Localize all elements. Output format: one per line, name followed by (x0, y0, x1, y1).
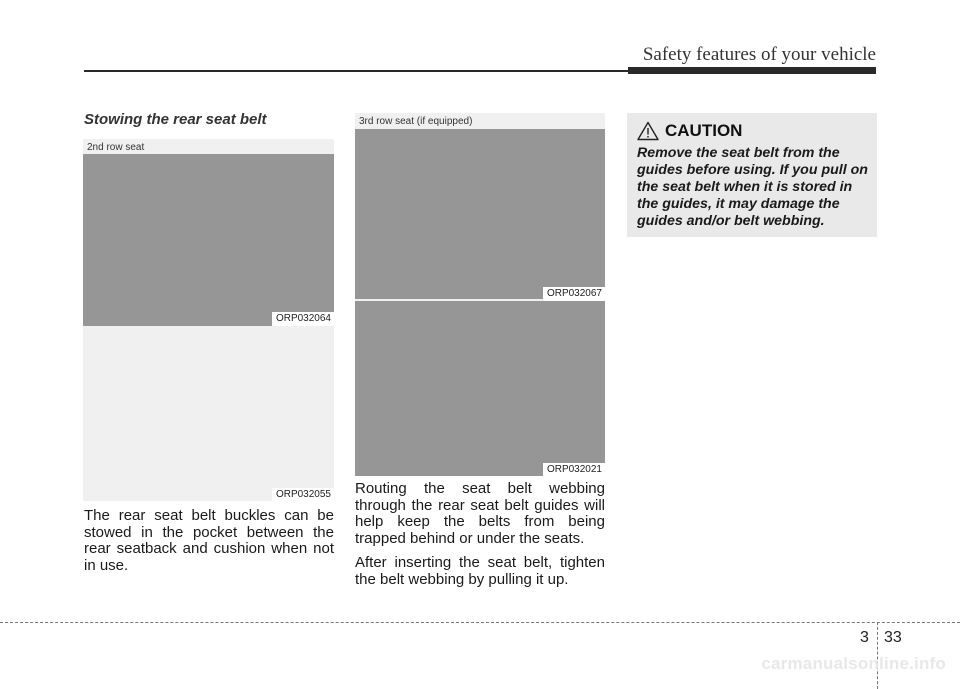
figure-3rd-row-seat (355, 113, 605, 476)
caution-text: Remove the seat belt from the guides before using. If you pull on the seat belt when it is stored in the guides, it may damage the guides and/or belt webbing. (637, 145, 868, 229)
figure-code: ORP032064 (272, 312, 334, 326)
chapter-number: 3 (860, 629, 869, 646)
body-text-left (84, 508, 334, 582)
watermark: carmanualsonline.info (761, 654, 946, 673)
figure-code: ORP032067 (543, 287, 605, 301)
figure-code: ORP032055 (272, 488, 334, 502)
page-number: 33 (884, 629, 902, 646)
figure-photo-top (355, 129, 605, 299)
section-title: Stowing the rear seat belt (84, 111, 267, 128)
figure-photo-bottom (355, 301, 605, 476)
figure-photo-top (83, 154, 334, 326)
paragraph: Routing the seat belt webbing through the rear seat belt guides will help keep the belts from being trapped behind or under the seats. (355, 480, 605, 547)
figure-code: ORP032021 (543, 463, 605, 477)
caution-header (637, 121, 742, 141)
figure-2nd-row-seat (83, 139, 334, 501)
paragraph: After inserting the seat belt, tighten the belt webbing by pulling it up. (355, 554, 605, 588)
figure-caption: 3rd row seat (if equipped) (359, 116, 473, 127)
figure-caption: 2nd row seat (87, 142, 145, 153)
caution-box (627, 113, 877, 237)
running-header: Safety features of your vehicle (642, 44, 876, 65)
caution-title: CAUTION (665, 121, 743, 140)
footer-rule (0, 622, 960, 623)
warning-triangle-icon (637, 121, 659, 141)
body-text-middle (355, 481, 605, 596)
header-rule-accent (628, 67, 876, 74)
paragraph: The rear seat belt buckles can be stowed in the pocket between the rear seatback and cushion when not in use. (84, 507, 334, 574)
